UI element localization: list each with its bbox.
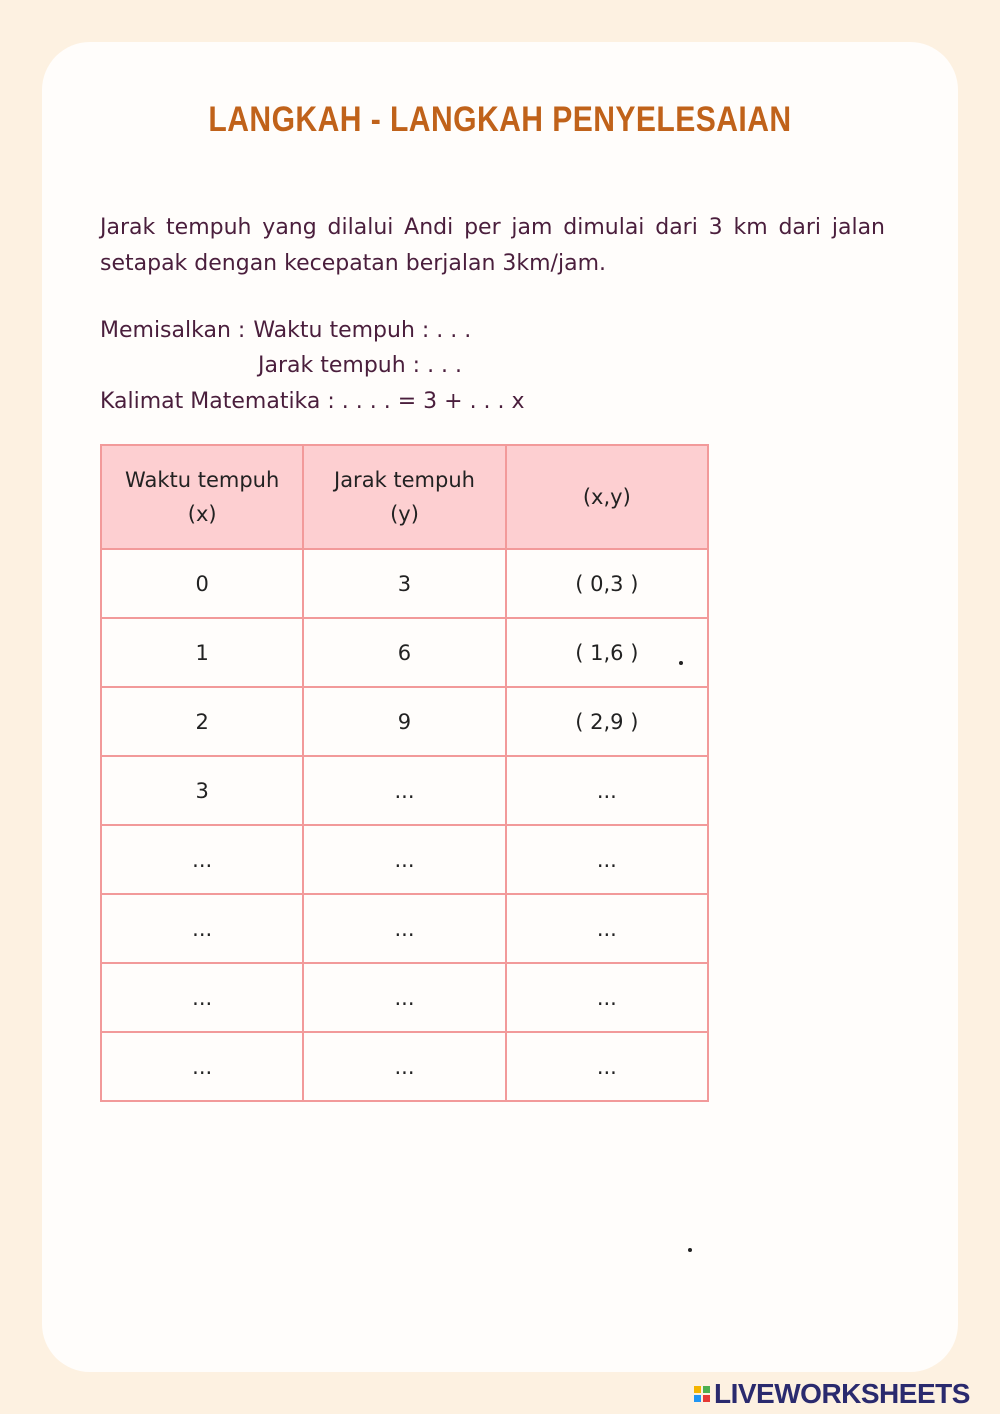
- answer-cell-y[interactable]: ...: [303, 894, 505, 963]
- answer-cell-x[interactable]: ...: [101, 825, 303, 894]
- header-jarak: Jarak tempuh (y): [303, 445, 505, 549]
- brand-name: LIVEWORKSHEETS: [714, 1378, 970, 1409]
- cell-x: 0: [101, 549, 303, 618]
- table-row: [101, 687, 708, 756]
- cell-xy: ( 0,3 ): [506, 549, 708, 618]
- liveworksheets-logo-icon: [694, 1386, 710, 1402]
- cell-xy: ( 2,9 ): [506, 687, 708, 756]
- header-xy: (x,y): [506, 445, 708, 549]
- cell-x: 2: [101, 687, 303, 756]
- answer-cell-x[interactable]: ...: [101, 963, 303, 1032]
- answer-cell-xy[interactable]: ...: [506, 894, 708, 963]
- assume-line: [100, 318, 471, 343]
- answer-cell-y[interactable]: ...: [303, 756, 505, 825]
- answer-cell-y[interactable]: ...: [303, 825, 505, 894]
- jarak-variable: Jarak tempuh : . . .: [258, 353, 463, 378]
- table-row: [101, 825, 708, 894]
- answer-cell-x[interactable]: ...: [101, 1032, 303, 1101]
- data-table: [100, 444, 709, 1102]
- table-row: [101, 1032, 708, 1101]
- stray-dot: [688, 1248, 692, 1252]
- cell-y: 3: [303, 549, 505, 618]
- cell-y: 6: [303, 618, 505, 687]
- waktu-variable: Waktu tempuh : . . .: [253, 318, 472, 343]
- math-sentence: Kalimat Matematika : . . . . = 3 + . . . x: [100, 389, 525, 414]
- answer-cell-x[interactable]: ...: [101, 894, 303, 963]
- table-row: [101, 894, 708, 963]
- cell-x: 3: [101, 756, 303, 825]
- answer-cell-xy[interactable]: ...: [506, 1032, 708, 1101]
- stray-dot: [679, 661, 683, 665]
- assume-label: Memisalkan :: [100, 318, 246, 343]
- logo-square: [703, 1395, 710, 1402]
- table-header-row: [101, 445, 708, 549]
- page-title: LANGKAH - LANGKAH PENYELESAIAN: [208, 100, 792, 139]
- cell-y: 9: [303, 687, 505, 756]
- liveworksheets-logo[interactable]: [694, 1378, 970, 1410]
- answer-cell-xy[interactable]: ...: [506, 963, 708, 1032]
- answer-cell-y[interactable]: ...: [303, 1032, 505, 1101]
- table-row: [101, 549, 708, 618]
- cell-x: 1: [101, 618, 303, 687]
- table-row: [101, 756, 708, 825]
- answer-cell-xy[interactable]: ...: [506, 756, 708, 825]
- cell-xy: ( 1,6 ): [506, 618, 708, 687]
- answer-cell-xy[interactable]: ...: [506, 825, 708, 894]
- logo-square: [694, 1386, 701, 1393]
- problem-statement: Jarak tempuh yang dilalui Andi per jam dimulai dari 3 km dari jalan setapak dengan kecepatan berjalan 3km/jam.: [100, 215, 885, 276]
- logo-square: [694, 1395, 701, 1402]
- table-row: [101, 963, 708, 1032]
- logo-square: [703, 1386, 710, 1393]
- header-waktu: Waktu tempuh (x): [101, 445, 303, 549]
- answer-cell-y[interactable]: ...: [303, 963, 505, 1032]
- table-row: [101, 618, 708, 687]
